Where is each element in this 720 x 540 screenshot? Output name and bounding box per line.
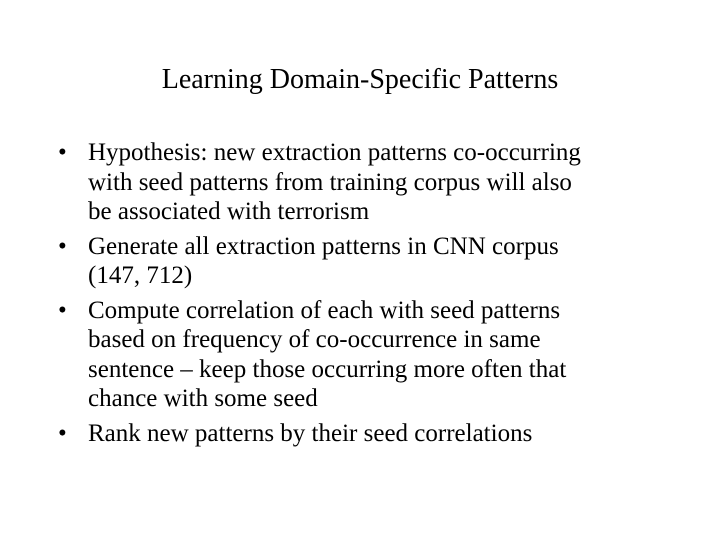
bullet-item — [58, 232, 698, 291]
bullet-icon: • — [58, 296, 67, 324]
bullet-line: be associated with terrorism — [88, 198, 370, 225]
bullet-line: sentence – keep those occurring more often that — [88, 355, 567, 383]
bullet-item — [58, 296, 698, 414]
slide-title: Learning Domain-Specific Patterns — [161, 64, 559, 95]
bullet-icon: • — [58, 139, 67, 166]
bullet-icon: • — [58, 419, 67, 447]
bullet-item — [58, 419, 698, 449]
bullet-line: chance with some seed — [88, 385, 318, 412]
bullet-line: Rank new patterns by their seed correlations — [88, 419, 533, 447]
bullet-line: Compute correlation of each with seed patterns — [88, 296, 561, 324]
bullet-line: Hypothesis: new extraction patterns co-occurring — [88, 139, 581, 166]
bullet-line: with seed patterns from training corpus will also — [88, 168, 572, 196]
bullet-list — [58, 138, 698, 453]
bullet-line: Generate all extraction patterns in CNN corpus — [88, 232, 559, 260]
bullet-icon: • — [58, 232, 67, 260]
bullet-line: (147, 712) — [88, 262, 193, 289]
bullet-item — [58, 138, 698, 227]
bullet-line: based on frequency of co-occurrence in same — [88, 326, 541, 353]
